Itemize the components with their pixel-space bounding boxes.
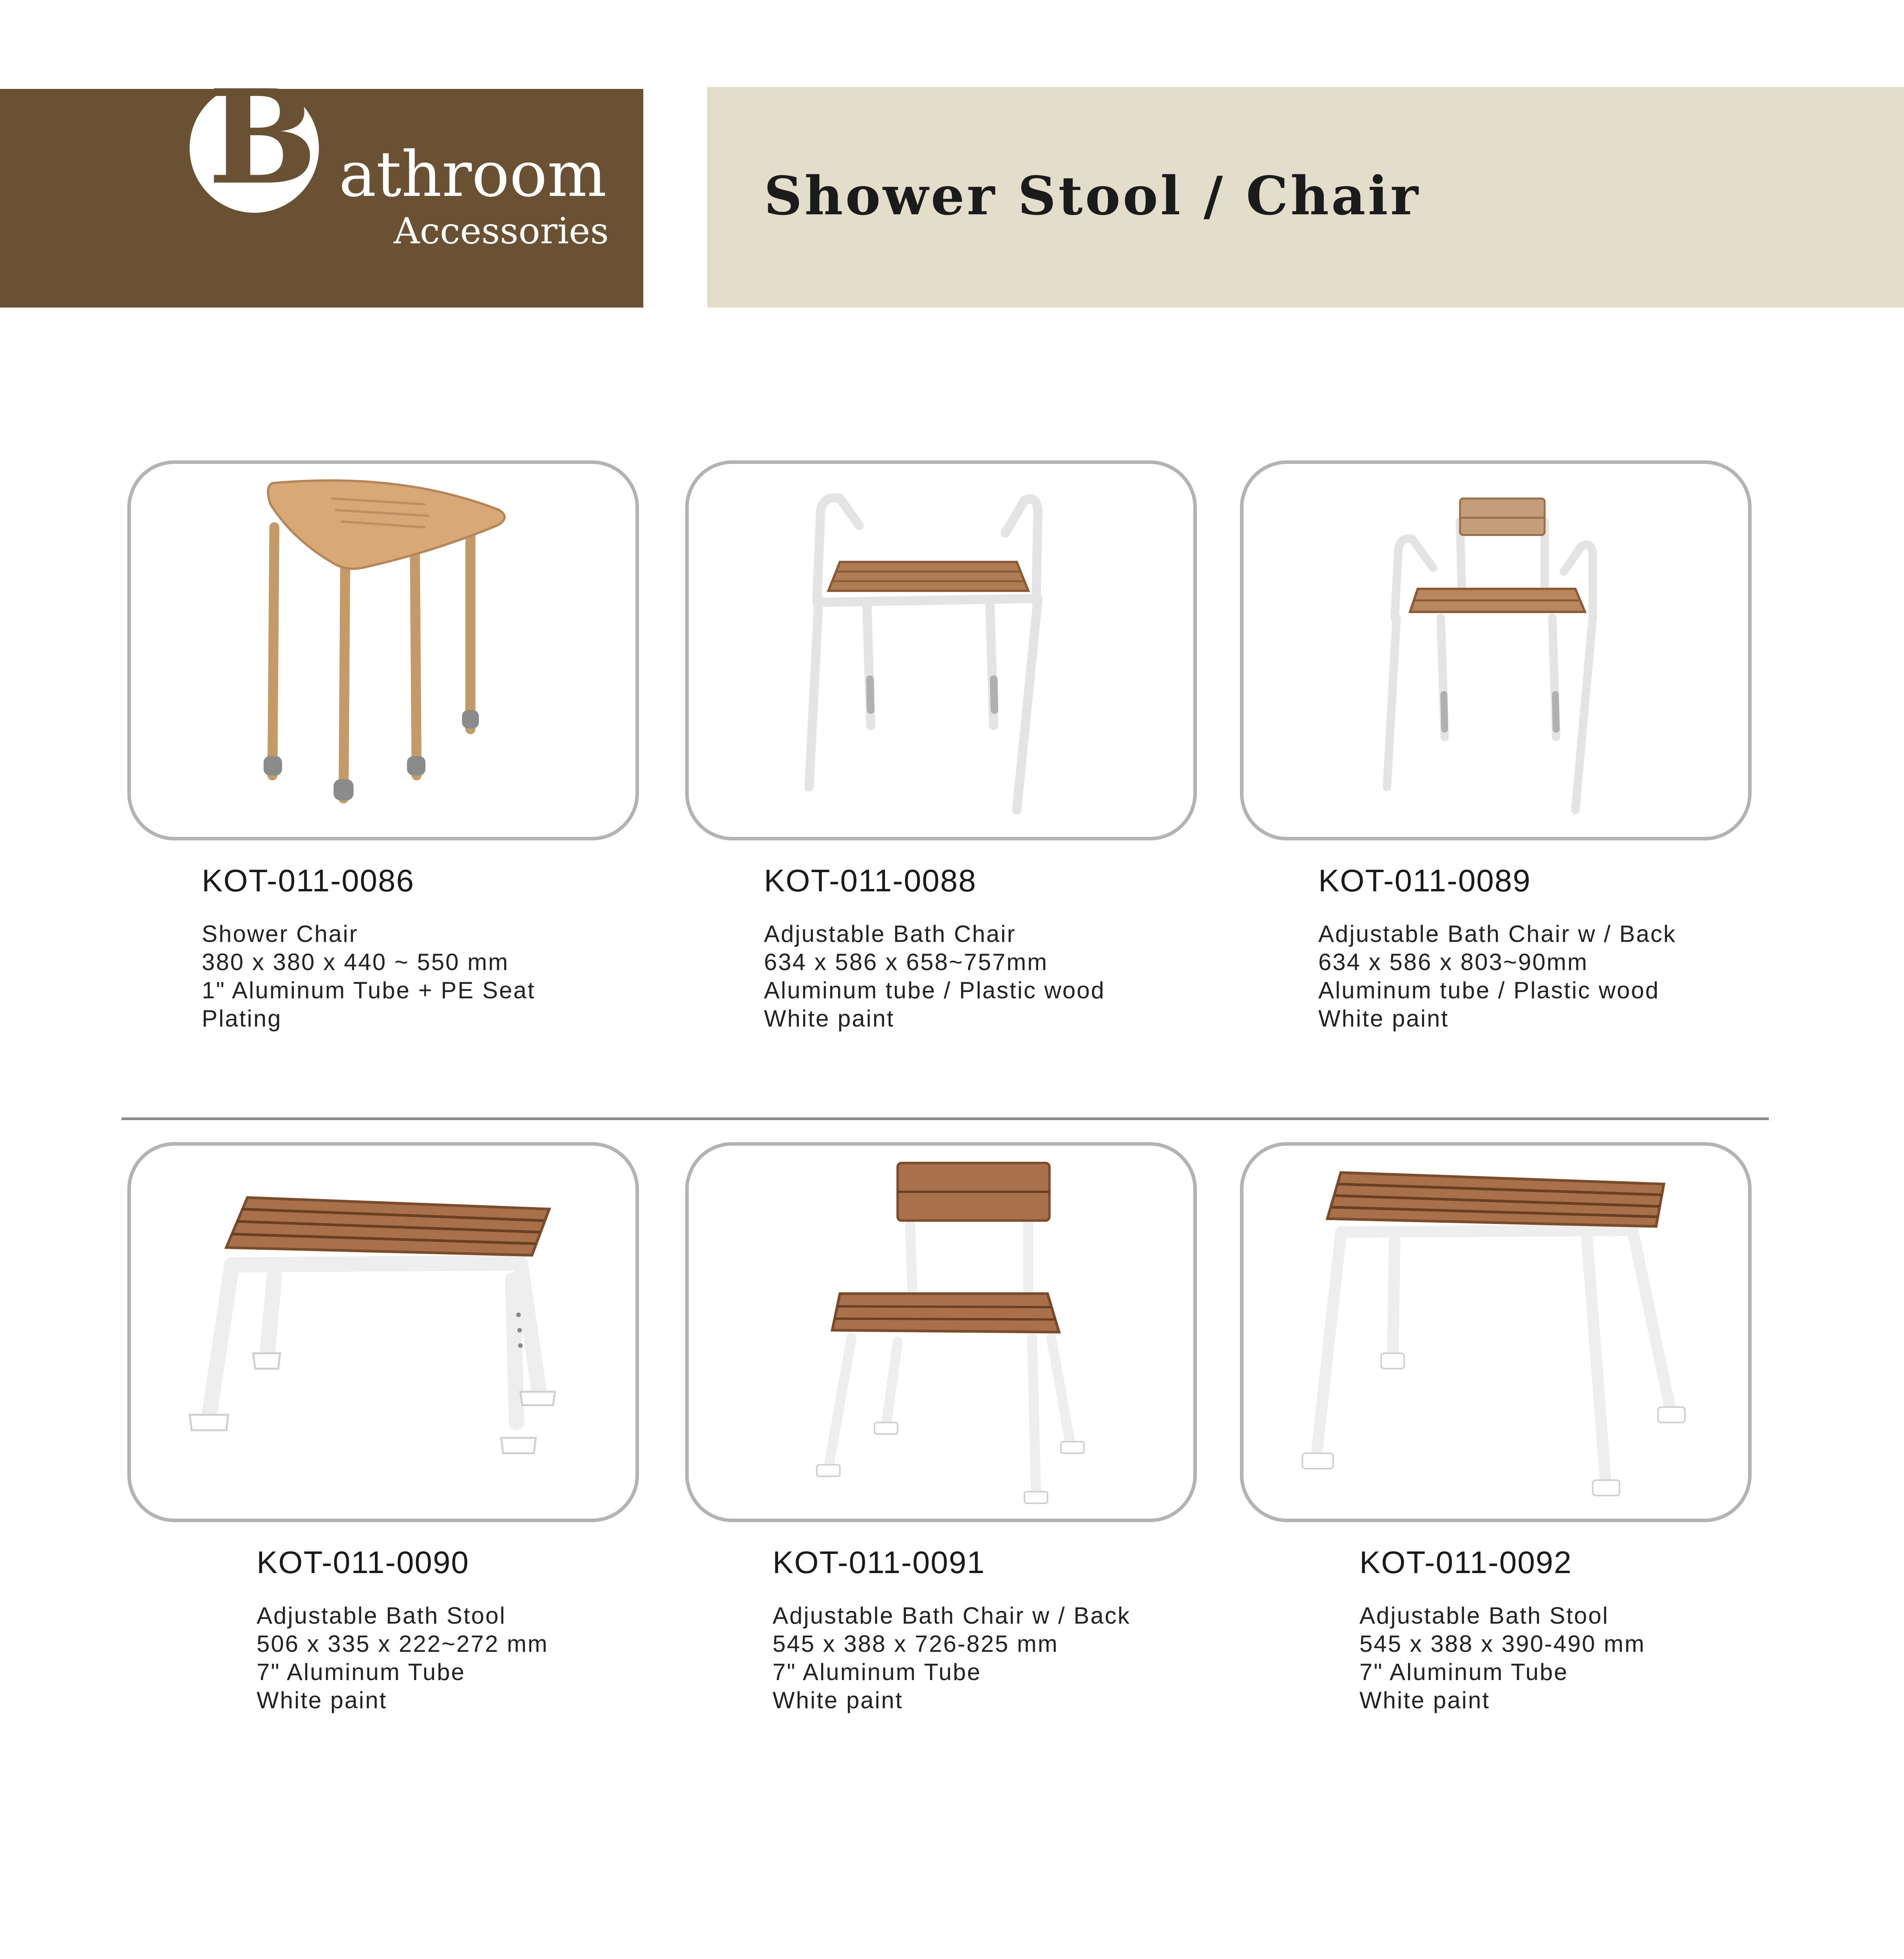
brand-initial: B xyxy=(208,61,317,213)
product-finish: White paint xyxy=(764,1005,895,1032)
product-size: 506 x 335 x 222~272 mm xyxy=(257,1631,548,1657)
product-material: Aluminum tube / Plastic wood xyxy=(764,977,1106,1003)
page-title: Shower Stool / Chair xyxy=(764,165,1421,227)
product-info-4 xyxy=(257,1544,707,1715)
product-name: Adjustable Bath Chair w / Back xyxy=(1318,921,1676,947)
tall-bath-stool-image xyxy=(1243,1146,1748,1519)
product-name: Adjustable Bath Stool xyxy=(1359,1602,1609,1629)
product-code: KOT-011-0089 xyxy=(1318,863,1531,898)
product-info-6 xyxy=(1359,1544,1810,1715)
product-code: KOT-011-0088 xyxy=(764,863,977,898)
bath-chair-with-armrests-image xyxy=(689,464,1193,837)
product-name: Adjustable Bath Chair xyxy=(764,921,1016,947)
product-info-3 xyxy=(1318,862,1769,1033)
product-size: 545 x 388 x 390-490 mm xyxy=(1359,1631,1645,1657)
product-finish: White paint xyxy=(257,1687,387,1713)
row-divider xyxy=(121,1117,1769,1120)
bath-chair-with-back-and-armrests-image xyxy=(1243,464,1748,837)
brand-subtitle: Accessories xyxy=(394,210,609,252)
product-material: 1" Aluminum Tube + PE Seat xyxy=(202,977,536,1003)
product-code: KOT-011-0091 xyxy=(773,1545,985,1580)
product-size: 545 x 388 x 726-825 mm xyxy=(773,1631,1059,1657)
product-card-1 xyxy=(127,460,639,840)
product-size: 634 x 586 x 803~90mm xyxy=(1318,949,1588,975)
product-code: KOT-011-0092 xyxy=(1359,1545,1572,1580)
product-finish: Plating xyxy=(202,1005,282,1032)
product-finish: White paint xyxy=(1359,1687,1490,1713)
product-info-2 xyxy=(764,862,1214,1033)
product-name: Adjustable Bath Chair w / Back xyxy=(773,1602,1131,1629)
product-info-5 xyxy=(773,1544,1223,1715)
product-info-1 xyxy=(202,862,652,1033)
product-card-3 xyxy=(1240,460,1752,840)
product-size: 380 x 380 x 440 ~ 550 mm xyxy=(202,949,509,975)
low-bath-stool-image xyxy=(131,1146,635,1519)
product-card-5 xyxy=(685,1142,1197,1522)
product-name: Adjustable Bath Stool xyxy=(257,1602,506,1629)
bath-chair-with-back-image xyxy=(689,1146,1193,1519)
product-size: 634 x 586 x 658~757mm xyxy=(764,949,1048,975)
product-card-4 xyxy=(127,1142,639,1522)
product-material: 7" Aluminum Tube xyxy=(257,1659,465,1685)
product-material: 7" Aluminum Tube xyxy=(1359,1659,1568,1685)
brand-word: athroom xyxy=(339,138,607,211)
product-card-2 xyxy=(685,460,1197,840)
product-code: KOT-011-0086 xyxy=(202,863,414,898)
product-material: 7" Aluminum Tube xyxy=(773,1659,981,1685)
triangular-shower-stool-image xyxy=(131,464,635,837)
product-finish: White paint xyxy=(773,1687,903,1713)
product-material: Aluminum tube / Plastic wood xyxy=(1318,977,1660,1003)
product-card-6 xyxy=(1240,1142,1752,1522)
product-name: Shower Chair xyxy=(202,921,358,947)
product-code: KOT-011-0090 xyxy=(257,1545,469,1580)
product-finish: White paint xyxy=(1318,1005,1449,1032)
